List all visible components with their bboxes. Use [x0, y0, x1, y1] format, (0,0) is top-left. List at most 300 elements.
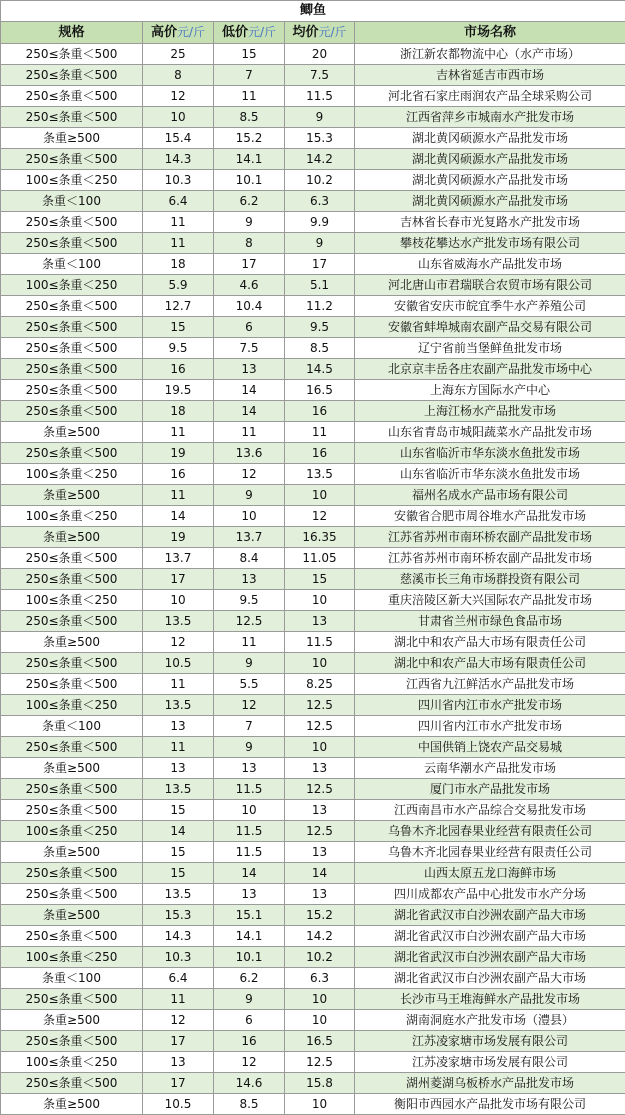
cell-low: 9 — [214, 737, 285, 758]
cell-low: 15 — [214, 44, 285, 65]
cell-low: 9.5 — [214, 590, 285, 611]
cell-market: 河北省石家庄雨润农产品全球采购公司 — [355, 86, 625, 107]
cell-market: 厦门市水产品批发市场 — [355, 779, 625, 800]
cell-market: 江苏凌家塘市场发展有限公司 — [355, 1031, 625, 1052]
cell-high: 19.5 — [143, 380, 214, 401]
header-low-label: 低价 — [222, 25, 248, 40]
cell-low: 11.5 — [214, 842, 285, 863]
cell-high: 15 — [143, 800, 214, 821]
cell-avg: 16 — [285, 401, 355, 422]
cell-high: 10 — [143, 590, 214, 611]
cell-low: 11 — [214, 86, 285, 107]
cell-market: 山东省临沂市华东淡水鱼批发市场 — [355, 443, 625, 464]
cell-high: 15 — [143, 863, 214, 884]
cell-high: 11 — [143, 422, 214, 443]
cell-spec: 250≤条重＜500 — [1, 107, 143, 128]
cell-avg: 13 — [285, 842, 355, 863]
table-row — [1, 842, 625, 863]
cell-market: 乌鲁木齐北园春果业经营有限责任公司 — [355, 821, 625, 842]
cell-spec: 250≤条重＜500 — [1, 338, 143, 359]
cell-high: 11 — [143, 485, 214, 506]
table-row — [1, 1052, 625, 1073]
cell-avg: 13.5 — [285, 464, 355, 485]
cell-market: 慈溪市长三角市场群投资有限公司 — [355, 569, 625, 590]
cell-market: 江苏凌家塘市场发展有限公司 — [355, 1052, 625, 1073]
cell-low: 9 — [214, 212, 285, 233]
cell-high: 16 — [143, 464, 214, 485]
cell-spec: 条重≥500 — [1, 128, 143, 149]
cell-high: 19 — [143, 443, 214, 464]
table-row — [1, 44, 625, 65]
header-row — [1, 22, 625, 44]
cell-spec: 条重≥500 — [1, 842, 143, 863]
table-row — [1, 1094, 625, 1115]
cell-avg: 11 — [285, 422, 355, 443]
header-market: 市场名称 — [355, 22, 625, 44]
cell-high: 9.5 — [143, 338, 214, 359]
cell-market: 四川省内江市水产批发市场 — [355, 716, 625, 737]
cell-high: 11 — [143, 212, 214, 233]
table-row — [1, 863, 625, 884]
cell-spec: 250≤条重＜500 — [1, 296, 143, 317]
cell-market: 安徽省合肥市周谷堆水产品批发市场 — [355, 506, 625, 527]
cell-spec: 250≤条重＜500 — [1, 1073, 143, 1094]
cell-market: 江西省九江鲜活水产品批发市场 — [355, 674, 625, 695]
cell-avg: 10 — [285, 1010, 355, 1031]
table-row — [1, 632, 625, 653]
cell-high: 13 — [143, 1052, 214, 1073]
cell-low: 4.6 — [214, 275, 285, 296]
table-row — [1, 989, 625, 1010]
table-row — [1, 674, 625, 695]
cell-low: 7 — [214, 65, 285, 86]
cell-market: 中国供销上饶农产品交易城 — [355, 737, 625, 758]
cell-low: 12 — [214, 464, 285, 485]
cell-low: 9 — [214, 653, 285, 674]
table-row — [1, 317, 625, 338]
cell-high: 5.9 — [143, 275, 214, 296]
table-row — [1, 884, 625, 905]
cell-avg: 13 — [285, 884, 355, 905]
cell-spec: 250≤条重＜500 — [1, 380, 143, 401]
cell-low: 9 — [214, 989, 285, 1010]
cell-avg: 16.35 — [285, 527, 355, 548]
cell-high: 11 — [143, 737, 214, 758]
cell-high: 8 — [143, 65, 214, 86]
cell-high: 14.3 — [143, 149, 214, 170]
header-avg-label: 均价 — [292, 25, 318, 40]
table-title: 鲫鱼 — [1, 1, 625, 22]
table-row — [1, 359, 625, 380]
cell-low: 16 — [214, 1031, 285, 1052]
header-high-unit: 元/斤 — [177, 25, 205, 39]
cell-spec: 100≤条重＜250 — [1, 1052, 143, 1073]
cell-avg: 6.3 — [285, 191, 355, 212]
cell-high: 13.7 — [143, 548, 214, 569]
cell-spec: 250≤条重＜500 — [1, 863, 143, 884]
cell-high: 13.5 — [143, 611, 214, 632]
cell-low: 7 — [214, 716, 285, 737]
cell-spec: 条重＜100 — [1, 191, 143, 212]
cell-high: 13.5 — [143, 884, 214, 905]
cell-avg: 5.1 — [285, 275, 355, 296]
cell-high: 17 — [143, 1073, 214, 1094]
cell-market: 安徽省安庆市皖宜季牛水产养殖公司 — [355, 296, 625, 317]
cell-market: 上海东方国际水产中心 — [355, 380, 625, 401]
table-row — [1, 611, 625, 632]
cell-avg: 9 — [285, 233, 355, 254]
cell-high: 15.4 — [143, 128, 214, 149]
cell-high: 6.4 — [143, 968, 214, 989]
cell-avg: 14.2 — [285, 149, 355, 170]
table-row — [1, 485, 625, 506]
cell-avg: 10 — [285, 737, 355, 758]
cell-high: 14 — [143, 506, 214, 527]
cell-spec: 250≤条重＜500 — [1, 149, 143, 170]
table-row — [1, 422, 625, 443]
cell-low: 14 — [214, 401, 285, 422]
cell-spec: 250≤条重＜500 — [1, 44, 143, 65]
table-row — [1, 653, 625, 674]
cell-avg: 11.5 — [285, 632, 355, 653]
cell-low: 14.6 — [214, 1073, 285, 1094]
cell-avg: 15.3 — [285, 128, 355, 149]
cell-low: 6.2 — [214, 968, 285, 989]
cell-avg: 12.5 — [285, 1052, 355, 1073]
cell-avg: 13 — [285, 758, 355, 779]
cell-market: 福州名成水产品市场有限公司 — [355, 485, 625, 506]
cell-market: 浙江新农都物流中心（水产市场） — [355, 44, 625, 65]
cell-market: 湖北黄冈硕源水产品批发市场 — [355, 149, 625, 170]
cell-low: 6 — [214, 317, 285, 338]
cell-spec: 250≤条重＜500 — [1, 233, 143, 254]
cell-spec: 250≤条重＜500 — [1, 443, 143, 464]
table-row — [1, 1031, 625, 1052]
cell-spec: 100≤条重＜250 — [1, 590, 143, 611]
cell-market: 云南华潮水产品批发市场 — [355, 758, 625, 779]
cell-spec: 100≤条重＜250 — [1, 506, 143, 527]
cell-spec: 250≤条重＜500 — [1, 884, 143, 905]
cell-market: 山东省青岛市城阳蔬菜水产品批发市场 — [355, 422, 625, 443]
header-low-unit: 元/斤 — [248, 25, 276, 39]
cell-avg: 15 — [285, 569, 355, 590]
cell-spec: 100≤条重＜250 — [1, 695, 143, 716]
table-row — [1, 107, 625, 128]
cell-spec: 250≤条重＜500 — [1, 401, 143, 422]
cell-low: 8 — [214, 233, 285, 254]
cell-spec: 条重≥500 — [1, 1010, 143, 1031]
cell-market: 攀枝花攀达水产批发市场有限公司 — [355, 233, 625, 254]
cell-high: 17 — [143, 569, 214, 590]
cell-low: 15.2 — [214, 128, 285, 149]
cell-low: 8.5 — [214, 107, 285, 128]
cell-market: 江苏省苏州市南环桥农副产品批发市场 — [355, 548, 625, 569]
table-row — [1, 947, 625, 968]
cell-spec: 条重≥500 — [1, 1094, 143, 1115]
header-high-label: 高价 — [151, 25, 177, 40]
cell-avg: 16.5 — [285, 380, 355, 401]
cell-market: 甘肃省兰州市绿色食品市场 — [355, 611, 625, 632]
cell-spec: 250≤条重＜500 — [1, 779, 143, 800]
cell-avg: 17 — [285, 254, 355, 275]
cell-high: 13 — [143, 758, 214, 779]
cell-avg: 12.5 — [285, 779, 355, 800]
cell-high: 14 — [143, 821, 214, 842]
table-row — [1, 695, 625, 716]
cell-market: 上海江杨水产品批发市场 — [355, 401, 625, 422]
cell-high: 10.3 — [143, 170, 214, 191]
table-row — [1, 338, 625, 359]
cell-avg: 15.2 — [285, 905, 355, 926]
cell-high: 12 — [143, 86, 214, 107]
table-row — [1, 296, 625, 317]
cell-low: 13 — [214, 359, 285, 380]
cell-market: 四川省内江市水产批发市场 — [355, 695, 625, 716]
cell-high: 10.5 — [143, 1094, 214, 1115]
cell-high: 11 — [143, 989, 214, 1010]
cell-low: 11 — [214, 632, 285, 653]
cell-low: 6.2 — [214, 191, 285, 212]
table-row — [1, 1010, 625, 1031]
cell-high: 11 — [143, 674, 214, 695]
table-row — [1, 443, 625, 464]
table-row — [1, 149, 625, 170]
cell-avg: 10 — [285, 653, 355, 674]
cell-low: 7.5 — [214, 338, 285, 359]
cell-market: 重庆涪陵区新大兴国际农产品批发市场 — [355, 590, 625, 611]
table-body — [1, 44, 625, 1115]
cell-avg: 13 — [285, 611, 355, 632]
cell-market: 辽宁省前当堡鲜鱼批发市场 — [355, 338, 625, 359]
cell-low: 10.4 — [214, 296, 285, 317]
cell-avg: 14.5 — [285, 359, 355, 380]
table-row — [1, 275, 625, 296]
cell-high: 19 — [143, 527, 214, 548]
cell-avg: 8.5 — [285, 338, 355, 359]
cell-high: 13.5 — [143, 695, 214, 716]
table-row — [1, 401, 625, 422]
cell-high: 17 — [143, 1031, 214, 1052]
table-row — [1, 779, 625, 800]
cell-high: 18 — [143, 254, 214, 275]
cell-low: 13.6 — [214, 443, 285, 464]
table-row — [1, 464, 625, 485]
cell-low: 13 — [214, 569, 285, 590]
table-row — [1, 254, 625, 275]
cell-spec: 250≤条重＜500 — [1, 653, 143, 674]
cell-low: 14.1 — [214, 149, 285, 170]
cell-market: 北京京丰岳各庄农副产品批发市场中心 — [355, 359, 625, 380]
cell-spec: 条重≥500 — [1, 422, 143, 443]
table-row — [1, 1073, 625, 1094]
cell-high: 16 — [143, 359, 214, 380]
cell-spec: 250≤条重＜500 — [1, 569, 143, 590]
cell-avg: 11.5 — [285, 86, 355, 107]
table-row — [1, 905, 625, 926]
cell-market: 湖北省武汉市白沙洲农副产品大市场 — [355, 947, 625, 968]
cell-spec: 250≤条重＜500 — [1, 548, 143, 569]
table-row — [1, 128, 625, 149]
cell-low: 14 — [214, 380, 285, 401]
cell-market: 乌鲁木齐北园春果业经营有限责任公司 — [355, 842, 625, 863]
cell-spec: 条重≥500 — [1, 485, 143, 506]
cell-spec: 250≤条重＜500 — [1, 989, 143, 1010]
cell-high: 12.7 — [143, 296, 214, 317]
cell-low: 9 — [214, 485, 285, 506]
cell-spec: 250≤条重＜500 — [1, 86, 143, 107]
cell-market: 江苏省苏州市南环桥农副产品批发市场 — [355, 527, 625, 548]
cell-spec: 条重≥500 — [1, 632, 143, 653]
title-row — [1, 1, 625, 22]
table-row — [1, 968, 625, 989]
cell-low: 12 — [214, 695, 285, 716]
cell-spec: 条重≥500 — [1, 758, 143, 779]
cell-spec: 100≤条重＜250 — [1, 275, 143, 296]
cell-avg: 13 — [285, 800, 355, 821]
cell-avg: 10.2 — [285, 170, 355, 191]
table-row — [1, 548, 625, 569]
cell-avg: 16 — [285, 443, 355, 464]
cell-low: 17 — [214, 254, 285, 275]
cell-market: 河北唐山市君瑞联合农贸市场有限公司 — [355, 275, 625, 296]
table-row — [1, 506, 625, 527]
cell-high: 10.3 — [143, 947, 214, 968]
cell-low: 8.4 — [214, 548, 285, 569]
cell-spec: 100≤条重＜250 — [1, 170, 143, 191]
cell-market: 江西南昌市水产品综合交易批发市场 — [355, 800, 625, 821]
cell-spec: 条重＜100 — [1, 968, 143, 989]
header-spec: 规格 — [1, 22, 143, 44]
cell-spec: 条重≥500 — [1, 527, 143, 548]
header-avg — [285, 22, 355, 44]
table-row — [1, 569, 625, 590]
header-low — [214, 22, 285, 44]
header-high — [143, 22, 214, 44]
cell-market: 长沙市马王堆海鲜水产品批发市场 — [355, 989, 625, 1010]
cell-avg: 14 — [285, 863, 355, 884]
cell-high: 13 — [143, 716, 214, 737]
cell-spec: 250≤条重＜500 — [1, 317, 143, 338]
cell-low: 13 — [214, 758, 285, 779]
cell-spec: 250≤条重＜500 — [1, 611, 143, 632]
cell-low: 15.1 — [214, 905, 285, 926]
cell-high: 10 — [143, 107, 214, 128]
cell-avg: 12 — [285, 506, 355, 527]
cell-low: 11.5 — [214, 779, 285, 800]
cell-high: 12 — [143, 632, 214, 653]
cell-avg: 7.5 — [285, 65, 355, 86]
cell-spec: 条重＜100 — [1, 716, 143, 737]
cell-avg: 12.5 — [285, 821, 355, 842]
cell-low: 6 — [214, 1010, 285, 1031]
cell-avg: 6.3 — [285, 968, 355, 989]
cell-high: 14.3 — [143, 926, 214, 947]
cell-market: 湖北省武汉市白沙洲农副产品大市场 — [355, 905, 625, 926]
cell-low: 14 — [214, 863, 285, 884]
table-row — [1, 380, 625, 401]
cell-avg: 12.5 — [285, 695, 355, 716]
cell-low: 10 — [214, 506, 285, 527]
cell-spec: 条重≥500 — [1, 905, 143, 926]
cell-spec: 250≤条重＜500 — [1, 359, 143, 380]
cell-low: 14.1 — [214, 926, 285, 947]
cell-avg: 10.2 — [285, 947, 355, 968]
cell-avg: 9 — [285, 107, 355, 128]
cell-market: 安徽省蚌埠城南农副产品交易有限公司 — [355, 317, 625, 338]
table-row — [1, 821, 625, 842]
cell-avg: 14.2 — [285, 926, 355, 947]
cell-market: 吉林省延吉市西市场 — [355, 65, 625, 86]
cell-market: 山东省临沂市华东淡水鱼批发市场 — [355, 464, 625, 485]
cell-market: 湖北中和农产品大市场有限责任公司 — [355, 653, 625, 674]
cell-low: 11.5 — [214, 821, 285, 842]
cell-low: 5.5 — [214, 674, 285, 695]
cell-avg: 12.5 — [285, 716, 355, 737]
cell-high: 10.5 — [143, 653, 214, 674]
cell-low: 12 — [214, 1052, 285, 1073]
cell-spec: 100≤条重＜250 — [1, 947, 143, 968]
cell-market: 湖北中和农产品大市场有限责任公司 — [355, 632, 625, 653]
table-row — [1, 65, 625, 86]
cell-spec: 250≤条重＜500 — [1, 674, 143, 695]
table-row — [1, 590, 625, 611]
cell-spec: 250≤条重＜500 — [1, 65, 143, 86]
cell-market: 湖北省武汉市白沙洲农副产品大市场 — [355, 926, 625, 947]
cell-spec: 250≤条重＜500 — [1, 926, 143, 947]
cell-avg: 10 — [285, 485, 355, 506]
cell-low: 10.1 — [214, 947, 285, 968]
cell-low: 13.7 — [214, 527, 285, 548]
table-row — [1, 800, 625, 821]
cell-high: 12 — [143, 1010, 214, 1031]
cell-avg: 20 — [285, 44, 355, 65]
cell-high: 25 — [143, 44, 214, 65]
table-row — [1, 233, 625, 254]
table-row — [1, 926, 625, 947]
cell-market: 江西省萍乡市城南水产批发市场 — [355, 107, 625, 128]
cell-avg: 9.9 — [285, 212, 355, 233]
cell-high: 11 — [143, 233, 214, 254]
table-row — [1, 86, 625, 107]
cell-high: 18 — [143, 401, 214, 422]
cell-high: 15.3 — [143, 905, 214, 926]
cell-spec: 条重＜100 — [1, 254, 143, 275]
cell-spec: 100≤条重＜250 — [1, 821, 143, 842]
table-row — [1, 191, 625, 212]
cell-avg: 16.5 — [285, 1031, 355, 1052]
cell-spec: 250≤条重＜500 — [1, 800, 143, 821]
cell-market: 湖州菱湖乌板桥水产品批发市场 — [355, 1073, 625, 1094]
cell-market: 湖北黄冈硕源水产品批发市场 — [355, 170, 625, 191]
cell-avg: 11.05 — [285, 548, 355, 569]
cell-market: 四川成都农产品中心批发市水产分场 — [355, 884, 625, 905]
cell-avg: 8.25 — [285, 674, 355, 695]
table-row — [1, 170, 625, 191]
header-avg-unit: 元/斤 — [318, 25, 346, 39]
table-row — [1, 716, 625, 737]
cell-avg: 15.8 — [285, 1073, 355, 1094]
table-row — [1, 758, 625, 779]
cell-avg: 10 — [285, 1094, 355, 1115]
cell-spec: 250≤条重＜500 — [1, 212, 143, 233]
cell-avg: 10 — [285, 590, 355, 611]
cell-market: 湖北黄冈硕源水产品批发市场 — [355, 191, 625, 212]
cell-low: 13 — [214, 884, 285, 905]
cell-avg: 11.2 — [285, 296, 355, 317]
cell-high: 13.5 — [143, 779, 214, 800]
cell-spec: 100≤条重＜250 — [1, 464, 143, 485]
cell-high: 6.4 — [143, 191, 214, 212]
